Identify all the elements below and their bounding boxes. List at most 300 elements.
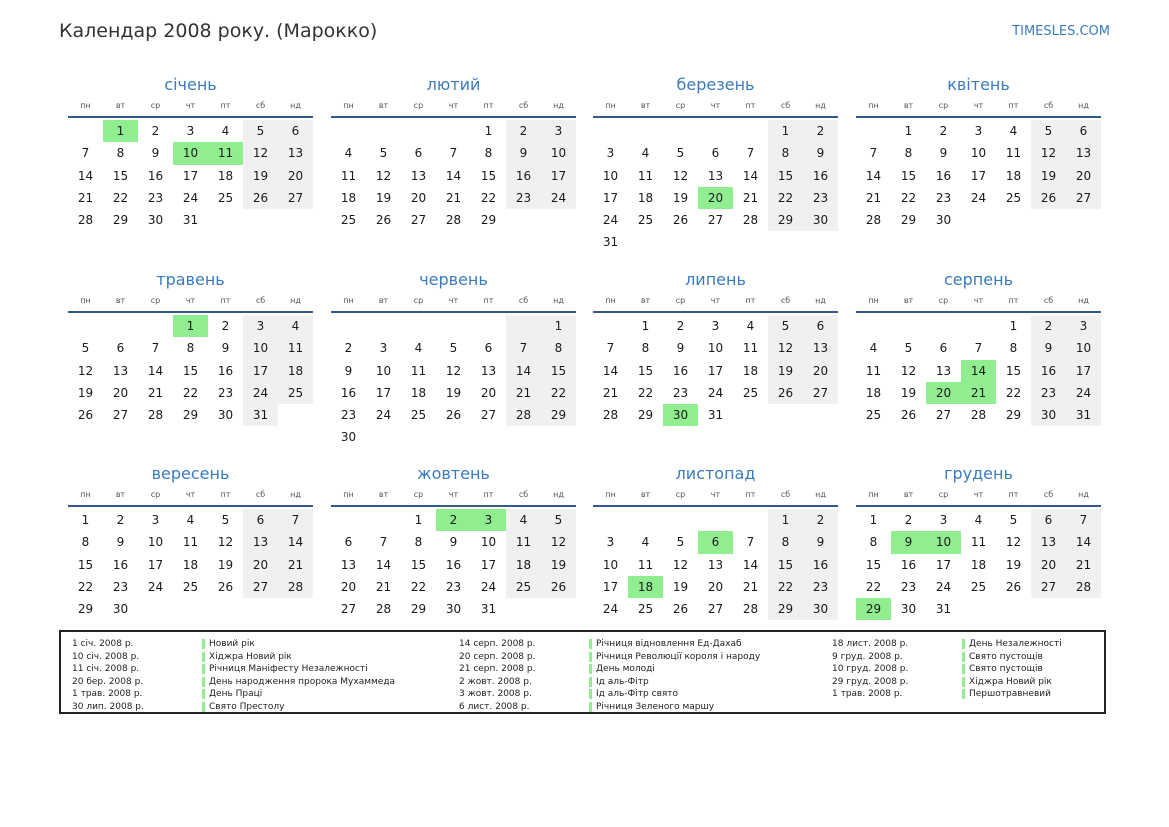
day-cell: 28 xyxy=(602,408,619,423)
day-cell: 12 xyxy=(541,531,576,553)
day-cell: 20 xyxy=(243,554,278,576)
holiday-date: 10 груд. 2008 р. xyxy=(832,664,909,675)
day-cell: 3 xyxy=(243,315,278,337)
day-cell: 6 xyxy=(116,341,125,356)
day-cell: 10 xyxy=(147,535,164,550)
weekday-label: пт xyxy=(483,295,494,305)
day-cell: 1 xyxy=(904,124,913,138)
month-divider xyxy=(593,505,838,507)
weekday-label: вт xyxy=(640,100,651,110)
weekday-header xyxy=(331,96,576,114)
day-cell: 26 xyxy=(541,576,576,598)
weekday-label: ср xyxy=(938,489,949,499)
day-cell: 28 xyxy=(77,213,94,228)
day-cell: 30 xyxy=(217,408,234,423)
day-cell: 3 xyxy=(1066,315,1101,337)
day-cell: 1 xyxy=(641,319,650,333)
weekday-label: пн xyxy=(605,489,616,499)
day-cell: 11 xyxy=(637,168,654,183)
day-cell: 21 xyxy=(1066,554,1101,576)
weekday-label: вт xyxy=(378,100,389,110)
weekday-label: ср xyxy=(150,100,161,110)
holiday-date: 14 серп. 2008 р. xyxy=(459,639,536,650)
day-cell: 24 xyxy=(147,579,164,594)
holiday-day-cell: 1 xyxy=(103,120,138,142)
empty-cell xyxy=(733,509,768,531)
holiday-day-cell: 30 xyxy=(663,404,698,426)
day-cell: 19 xyxy=(217,557,234,572)
day-cell: 24 xyxy=(602,213,619,228)
month-name: червень xyxy=(419,270,488,289)
empty-cell xyxy=(593,315,628,337)
weekday-label: вт xyxy=(640,295,651,305)
month-4 xyxy=(68,269,313,426)
day-cell: 12 xyxy=(1005,535,1022,550)
day-cell: 6 xyxy=(803,315,838,337)
holiday-date: 29 груд. 2008 р. xyxy=(832,676,909,687)
day-cell: 26 xyxy=(217,579,234,594)
day-cell: 29 xyxy=(480,213,497,228)
empty-cell xyxy=(856,315,891,337)
holiday-day-cell: 14 xyxy=(961,360,996,382)
day-cell: 30 xyxy=(1031,404,1066,426)
holiday-day-cell: 6 xyxy=(698,531,733,553)
legend-row xyxy=(459,688,760,701)
weekday-label: ср xyxy=(150,489,161,499)
empty-cell xyxy=(331,509,366,531)
day-cell: 4 xyxy=(278,315,313,337)
day-cell: 23 xyxy=(445,579,462,594)
day-cell: 11 xyxy=(182,535,199,550)
holiday-name: Свято Престолу xyxy=(202,702,284,712)
empty-cell xyxy=(506,315,541,337)
day-cell: 21 xyxy=(602,385,619,400)
month-divider xyxy=(331,505,576,507)
month-10 xyxy=(593,463,838,620)
holiday-name: Річниця Маніфесту Незалежності xyxy=(202,664,368,674)
day-cell: 17 xyxy=(1066,360,1101,382)
day-cell: 18 xyxy=(182,557,199,572)
day-cell: 8 xyxy=(904,146,913,161)
empty-cell xyxy=(103,315,138,337)
day-cell: 15 xyxy=(637,363,654,378)
weekday-label: пн xyxy=(343,295,354,305)
day-cell: 3 xyxy=(974,124,983,138)
day-cell: 2 xyxy=(803,509,838,531)
day-cell: 16 xyxy=(340,385,357,400)
day-cell: 11 xyxy=(410,363,427,378)
empty-cell xyxy=(593,120,628,142)
day-cell: 12 xyxy=(375,168,392,183)
day-cell: 7 xyxy=(379,535,388,550)
weekday-label: чт xyxy=(710,295,721,305)
day-cell: 7 xyxy=(746,535,755,550)
weekday-header xyxy=(331,291,576,309)
empty-cell xyxy=(663,120,698,142)
weekday-label: сб xyxy=(1043,100,1054,110)
holiday-legend xyxy=(59,630,1106,714)
legend-column xyxy=(459,638,760,713)
day-cell: 14 xyxy=(865,168,882,183)
holiday-day-cell: 20 xyxy=(698,187,733,209)
weekday-label: пн xyxy=(868,489,879,499)
day-cell: 16 xyxy=(900,557,917,572)
weekday-label: пн xyxy=(605,295,616,305)
day-cell: 12 xyxy=(243,142,278,164)
day-grid xyxy=(68,120,313,231)
empty-cell xyxy=(628,509,663,531)
day-cell: 18 xyxy=(506,554,541,576)
month-divider xyxy=(68,311,313,313)
weekday-label: чт xyxy=(973,295,984,305)
holiday-name: Ід аль-Фітр xyxy=(589,677,649,687)
day-cell: 11 xyxy=(506,531,541,553)
day-cell: 25 xyxy=(637,602,654,617)
legend-row xyxy=(832,676,1062,689)
day-cell: 13 xyxy=(707,168,724,183)
day-cell: 25 xyxy=(340,213,357,228)
weekday-label: чт xyxy=(710,489,721,499)
day-cell: 4 xyxy=(641,535,650,550)
weekday-label: нд xyxy=(553,489,564,499)
holiday-name: Хіджра Новий рік xyxy=(962,677,1052,687)
weekday-label: нд xyxy=(1078,295,1089,305)
day-cell: 27 xyxy=(1066,187,1101,209)
holiday-name: Хіджра Новий рік xyxy=(202,652,292,662)
day-cell: 1 xyxy=(81,513,90,527)
day-cell: 27 xyxy=(340,602,357,617)
day-cell: 29 xyxy=(541,404,576,426)
day-cell: 1 xyxy=(869,513,878,527)
legend-row xyxy=(459,663,760,676)
legend-row xyxy=(832,638,1062,651)
day-cell: 4 xyxy=(414,341,423,356)
weekday-label: вт xyxy=(640,489,651,499)
day-cell: 28 xyxy=(970,408,987,423)
day-cell: 17 xyxy=(480,557,497,572)
day-cell: 30 xyxy=(112,602,129,617)
day-cell: 2 xyxy=(939,124,948,138)
day-cell: 22 xyxy=(77,579,94,594)
day-cell: 22 xyxy=(768,576,803,598)
day-cell: 15 xyxy=(112,168,129,183)
empty-cell xyxy=(698,509,733,531)
empty-cell xyxy=(471,315,506,337)
day-cell: 24 xyxy=(182,190,199,205)
weekday-label: вт xyxy=(378,295,389,305)
day-cell: 7 xyxy=(869,146,878,161)
day-cell: 31 xyxy=(602,235,619,250)
empty-cell xyxy=(401,315,436,337)
day-cell: 2 xyxy=(221,319,230,333)
day-cell: 12 xyxy=(77,363,94,378)
day-cell: 2 xyxy=(676,319,685,333)
day-cell: 16 xyxy=(217,363,234,378)
month-9 xyxy=(331,463,576,620)
day-cell: 5 xyxy=(676,535,685,550)
day-cell: 23 xyxy=(1031,382,1066,404)
weekday-header xyxy=(68,291,313,309)
day-cell: 2 xyxy=(116,513,125,527)
day-grid xyxy=(856,120,1101,231)
day-cell: 10 xyxy=(707,341,724,356)
weekday-label: ср xyxy=(413,489,424,499)
day-cell: 12 xyxy=(1031,142,1066,164)
weekday-label: чт xyxy=(185,100,196,110)
day-grid xyxy=(856,509,1101,620)
month-name: вересень xyxy=(151,464,230,483)
day-cell: 15 xyxy=(768,165,803,187)
day-cell: 9 xyxy=(221,341,230,356)
weekday-label: сб xyxy=(1043,295,1054,305)
day-cell: 5 xyxy=(1031,120,1066,142)
day-cell: 20 xyxy=(480,385,497,400)
empty-cell xyxy=(733,120,768,142)
weekday-label: пн xyxy=(343,100,354,110)
day-cell: 4 xyxy=(1009,124,1018,138)
weekday-label: пт xyxy=(1008,489,1019,499)
day-cell: 11 xyxy=(340,168,357,183)
weekday-label: нд xyxy=(1078,489,1089,499)
empty-cell xyxy=(593,509,628,531)
empty-cell xyxy=(366,120,401,142)
day-cell: 21 xyxy=(742,190,759,205)
empty-cell xyxy=(961,315,996,337)
weekday-label: ср xyxy=(675,489,686,499)
weekday-label: нд xyxy=(553,100,564,110)
day-cell: 23 xyxy=(506,187,541,209)
day-cell: 26 xyxy=(672,602,689,617)
day-cell: 25 xyxy=(742,385,759,400)
weekday-label: чт xyxy=(448,295,459,305)
day-cell: 9 xyxy=(939,146,948,161)
day-cell: 23 xyxy=(935,190,952,205)
day-cell: 30 xyxy=(935,213,952,228)
day-cell: 29 xyxy=(112,213,129,228)
day-cell: 8 xyxy=(484,146,493,161)
day-cell: 31 xyxy=(243,404,278,426)
empty-cell xyxy=(138,315,173,337)
day-cell: 26 xyxy=(900,408,917,423)
month-name: травень xyxy=(156,270,225,289)
day-cell: 13 xyxy=(707,557,724,572)
day-cell: 25 xyxy=(506,576,541,598)
day-cell: 7 xyxy=(606,341,615,356)
day-cell: 17 xyxy=(182,168,199,183)
day-cell: 7 xyxy=(151,341,160,356)
day-cell: 22 xyxy=(865,579,882,594)
day-cell: 27 xyxy=(707,213,724,228)
day-cell: 3 xyxy=(186,124,195,138)
day-cell: 2 xyxy=(904,513,913,527)
day-cell: 15 xyxy=(77,557,94,572)
day-cell: 28 xyxy=(742,602,759,617)
weekday-label: ср xyxy=(150,295,161,305)
day-cell: 5 xyxy=(1009,513,1018,527)
month-8 xyxy=(68,463,313,620)
day-cell: 29 xyxy=(182,408,199,423)
holiday-date: 18 лист. 2008 р. xyxy=(832,639,909,650)
day-cell: 18 xyxy=(410,385,427,400)
day-cell: 21 xyxy=(147,385,164,400)
day-cell: 25 xyxy=(970,579,987,594)
day-cell: 13 xyxy=(340,557,357,572)
day-cell: 7 xyxy=(449,146,458,161)
weekday-header xyxy=(331,485,576,503)
weekday-label: пт xyxy=(745,100,756,110)
holiday-name: Річниця Зеленого маршу xyxy=(589,702,714,712)
empty-cell xyxy=(366,315,401,337)
day-cell: 17 xyxy=(541,165,576,187)
weekday-label: чт xyxy=(185,295,196,305)
day-cell: 19 xyxy=(541,554,576,576)
holiday-day-cell: 18 xyxy=(628,576,663,598)
day-cell: 29 xyxy=(768,209,803,231)
day-cell: 13 xyxy=(1066,142,1101,164)
day-cell: 27 xyxy=(278,187,313,209)
day-cell: 19 xyxy=(1005,557,1022,572)
day-cell: 8 xyxy=(81,535,90,550)
day-cell: 25 xyxy=(278,382,313,404)
day-cell: 28 xyxy=(147,408,164,423)
day-cell: 28 xyxy=(506,404,541,426)
day-cell: 17 xyxy=(970,168,987,183)
day-cell: 1 xyxy=(541,315,576,337)
day-cell: 12 xyxy=(445,363,462,378)
month-2 xyxy=(593,74,838,254)
day-cell: 24 xyxy=(707,385,724,400)
day-cell: 10 xyxy=(375,363,392,378)
day-cell: 26 xyxy=(1031,187,1066,209)
day-cell: 14 xyxy=(375,557,392,572)
weekday-label: пт xyxy=(483,489,494,499)
empty-cell xyxy=(366,509,401,531)
day-cell: 6 xyxy=(939,341,948,356)
day-cell: 22 xyxy=(900,190,917,205)
brand-link[interactable]: TIMESLES.COM xyxy=(1012,24,1110,39)
day-cell: 31 xyxy=(1066,404,1101,426)
weekday-label: сб xyxy=(518,489,529,499)
holiday-name: Першотравневий xyxy=(962,689,1051,699)
day-cell: 9 xyxy=(449,535,458,550)
day-cell: 30 xyxy=(445,602,462,617)
day-cell: 25 xyxy=(1005,190,1022,205)
legend-row xyxy=(72,663,395,676)
legend-row xyxy=(832,663,1062,676)
day-cell: 24 xyxy=(243,382,278,404)
day-cell: 6 xyxy=(1031,509,1066,531)
day-cell: 28 xyxy=(1066,576,1101,598)
day-cell: 4 xyxy=(869,341,878,356)
weekday-label: пн xyxy=(80,295,91,305)
day-cell: 3 xyxy=(606,146,615,161)
weekday-label: чт xyxy=(710,100,721,110)
empty-cell xyxy=(68,315,103,337)
legend-row xyxy=(832,688,1062,701)
day-cell: 22 xyxy=(182,385,199,400)
day-cell: 8 xyxy=(186,341,195,356)
day-cell: 19 xyxy=(243,165,278,187)
day-cell: 15 xyxy=(410,557,427,572)
day-cell: 19 xyxy=(77,385,94,400)
weekday-header xyxy=(68,96,313,114)
day-cell: 5 xyxy=(904,341,913,356)
day-cell: 2 xyxy=(151,124,160,138)
day-grid xyxy=(68,315,313,426)
day-cell: 6 xyxy=(344,535,353,550)
day-cell: 21 xyxy=(506,382,541,404)
weekday-label: пт xyxy=(1008,295,1019,305)
day-cell: 27 xyxy=(480,408,497,423)
day-cell: 16 xyxy=(935,168,952,183)
day-cell: 30 xyxy=(340,430,357,445)
day-cell: 1 xyxy=(768,509,803,531)
holiday-date: 20 серп. 2008 р. xyxy=(459,651,536,662)
day-cell: 24 xyxy=(602,602,619,617)
day-cell: 26 xyxy=(768,382,803,404)
day-cell: 30 xyxy=(803,209,838,231)
day-cell: 17 xyxy=(243,360,278,382)
day-cell: 27 xyxy=(803,382,838,404)
day-cell: 25 xyxy=(410,408,427,423)
day-cell: 12 xyxy=(900,363,917,378)
day-cell: 9 xyxy=(1031,337,1066,359)
legend-row xyxy=(72,701,395,714)
day-cell: 14 xyxy=(278,531,313,553)
weekday-label: вт xyxy=(115,295,126,305)
day-cell: 22 xyxy=(410,579,427,594)
day-grid xyxy=(856,315,1101,426)
day-cell: 8 xyxy=(116,146,125,161)
day-cell: 10 xyxy=(602,168,619,183)
month-divider xyxy=(331,116,576,118)
day-cell: 1 xyxy=(1009,319,1018,333)
month-name: липень xyxy=(685,270,746,289)
weekday-label: нд xyxy=(815,489,826,499)
month-name: лютий xyxy=(426,75,481,94)
day-cell: 11 xyxy=(1005,146,1022,161)
day-cell: 22 xyxy=(637,385,654,400)
day-cell: 5 xyxy=(221,513,230,527)
day-cell: 11 xyxy=(865,363,882,378)
empty-cell xyxy=(331,120,366,142)
day-cell: 21 xyxy=(742,579,759,594)
day-cell: 10 xyxy=(541,142,576,164)
holiday-day-cell: 9 xyxy=(891,531,926,553)
day-cell: 28 xyxy=(375,602,392,617)
weekday-label: нд xyxy=(553,295,564,305)
day-cell: 28 xyxy=(278,576,313,598)
day-cell: 12 xyxy=(217,535,234,550)
legend-column xyxy=(72,638,395,713)
holiday-date: 9 груд. 2008 р. xyxy=(832,651,903,662)
day-cell: 25 xyxy=(865,408,882,423)
day-cell: 28 xyxy=(445,213,462,228)
day-cell: 18 xyxy=(217,168,234,183)
day-cell: 8 xyxy=(1009,341,1018,356)
weekday-header xyxy=(593,485,838,503)
empty-cell xyxy=(68,120,103,142)
day-cell: 16 xyxy=(1031,360,1066,382)
month-name: березень xyxy=(676,75,755,94)
day-cell: 18 xyxy=(742,363,759,378)
weekday-label: ср xyxy=(938,295,949,305)
day-cell: 30 xyxy=(803,598,838,620)
day-cell: 27 xyxy=(243,576,278,598)
weekday-label: пн xyxy=(80,100,91,110)
day-cell: 15 xyxy=(480,168,497,183)
weekday-label: ср xyxy=(413,100,424,110)
